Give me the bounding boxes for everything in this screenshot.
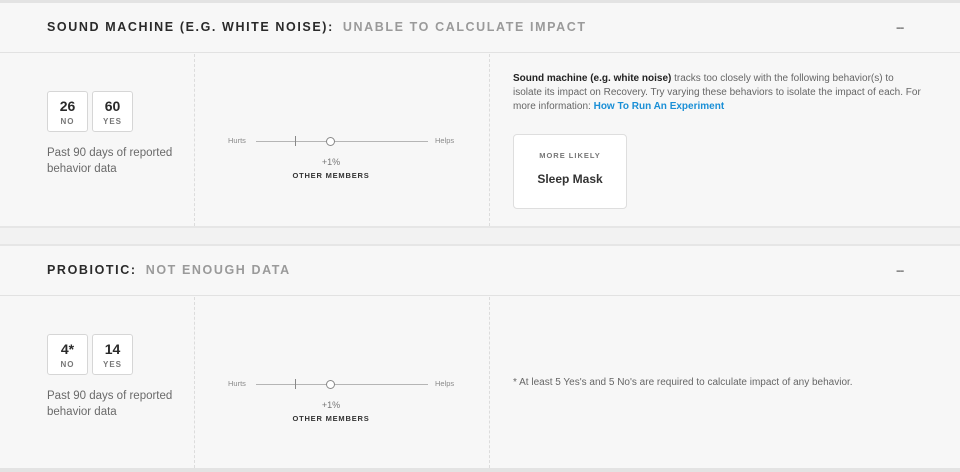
data-caption: Past 90 days of reported behavior data (47, 390, 173, 418)
yes-count-box (92, 91, 133, 132)
hurts-label: Hurts (228, 379, 246, 388)
info-column (490, 54, 960, 226)
yes-count: 14 (104, 341, 121, 357)
no-label: NO (60, 117, 75, 126)
behavior-card-probiotic (0, 246, 960, 468)
collapse-toggle[interactable]: -- (896, 19, 904, 35)
status-text: UNABLE TO CALCULATE IMPACT (342, 20, 587, 34)
info-behavior: Sound machine (e.g. white noise) (513, 73, 672, 84)
impact-marker (326, 380, 335, 389)
card-title (47, 20, 587, 34)
yes-label: YES (102, 360, 122, 369)
no-count-box (47, 334, 88, 375)
impact-scale-column (195, 54, 490, 226)
status-text: NOT ENOUGH DATA (145, 263, 291, 277)
impact-percent: +1% (321, 157, 341, 167)
count-column (0, 54, 195, 226)
yes-count: 60 (104, 98, 121, 114)
impact-scale-line (256, 141, 428, 142)
impact-marker (326, 137, 335, 146)
more-likely-card[interactable] (513, 134, 627, 209)
divider (0, 226, 960, 246)
hurts-label: Hurts (228, 136, 246, 145)
yes-label: YES (102, 117, 122, 126)
related-behavior: Sleep Mask (537, 172, 603, 186)
data-requirement-note: * At least 5 Yes's and 5 No's are required to calculate impact of any behavior. (513, 377, 853, 388)
impact-scale-line (256, 384, 428, 385)
no-count: 26 (59, 98, 76, 114)
behavior-card-sound-machine (0, 3, 960, 226)
divider (0, 468, 960, 472)
info-column (490, 297, 960, 468)
more-likely-label: MORE LIKELY (539, 151, 601, 160)
collapse-toggle[interactable]: -- (896, 262, 904, 278)
run-experiment-link[interactable]: How To Run An Experiment (593, 101, 725, 112)
helps-label: Helps (435, 136, 455, 145)
baseline-tick (295, 136, 296, 146)
data-caption: Past 90 days of reported behavior data (47, 147, 173, 175)
card-header[interactable] (0, 3, 960, 53)
no-count-box (47, 91, 88, 132)
other-members-label: OTHER MEMBERS (292, 414, 370, 423)
card-header[interactable] (0, 246, 960, 296)
helps-label: Helps (435, 379, 455, 388)
card-title (47, 263, 291, 277)
behavior-name: PROBIOTIC: (47, 263, 137, 277)
other-members-label: OTHER MEMBERS (292, 171, 370, 180)
baseline-tick (295, 379, 296, 389)
info-text (513, 72, 923, 114)
impact-scale-column (195, 297, 490, 468)
count-column (0, 297, 195, 468)
behavior-name: SOUND MACHINE (E.G. WHITE NOISE): (47, 20, 334, 34)
yes-count-box (92, 334, 133, 375)
no-label: NO (60, 360, 75, 369)
no-count: 4* (60, 341, 75, 357)
impact-percent: +1% (321, 400, 341, 410)
info-body: tracks too closely with the following behavior(s) to isolate its impact on Recovery. Try varying these behaviors to isolate the impact of each. For more information: (513, 73, 921, 112)
